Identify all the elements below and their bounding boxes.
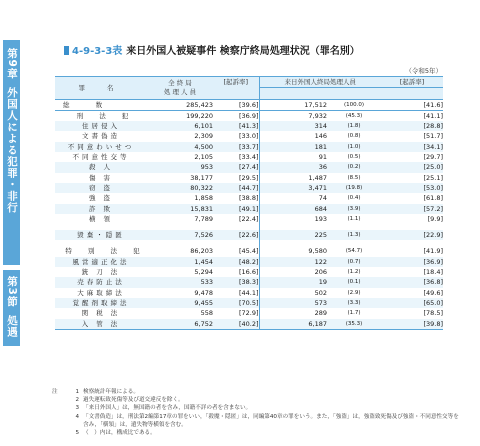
data-table [55,76,443,330]
table-body [55,99,443,329]
row-foreign-share: (1.1) [347,215,361,222]
table-title-text: 来日外国人被疑事件 検察庁終局処理状況（罪名別） [126,46,360,57]
row-foreign-share: (8.5) [347,174,361,181]
row-ratio: [44.7] [213,183,259,193]
row-foreign-ratio: [78.5] [423,309,443,318]
row-name: 売春防止法 [55,277,147,287]
row-ratio: [49.1] [213,204,259,214]
table-row [55,214,443,224]
row-name: 刑 法 犯 [76,111,136,120]
row-ratio: [22.6] [213,230,259,240]
chapter-tab [3,40,20,265]
row-name: 強 盗 [88,194,114,203]
row-ratio: [45.4] [238,247,259,256]
note-label: 注 [52,389,58,395]
row-foreign-count: 9,580 [259,246,327,256]
row-total: 5,294 [194,268,213,277]
row-ratio: [33.0] [238,132,259,141]
row-foreign-count: 91 [259,152,327,162]
row-ratio: [41.3] [213,121,259,131]
note-text: 「文書偽造」は，刑法第2編第17章の罪をいい，「殺魔・隠匿」は，同編第40章の罪をいう。また，「強盗」は，強盗致死傷及び強盗・不同意性交等を含み，「横領」は，遺失物等横領を含む。 [83,413,459,428]
table-row [55,152,443,162]
row-total: 285,423 [147,99,213,110]
row-foreign-share: (1.3) [327,230,381,240]
chapter-number: 第9章 [6,48,18,80]
note-number: 4 [75,413,79,420]
note-label [52,429,70,437]
row-name: 毀棄・隠匿 [55,230,147,240]
row-name: 関 税 法 [81,309,121,318]
table-row [55,230,443,240]
row-ratio: [33.7] [213,142,259,152]
row-foreign-count: 181 [259,142,327,152]
table-row [55,257,443,267]
row-ratio: [27.4] [213,162,259,172]
row-total: 2,309 [194,132,213,141]
table-row [55,131,443,141]
note-item [52,388,462,396]
row-ratio: [72.9] [238,309,259,318]
table-row [55,246,443,256]
row-name: 窃 盗 [55,183,147,193]
header-total-line1: 全 終 局 [168,78,192,87]
row-foreign-count: 502 [259,288,327,298]
table-row [55,308,443,318]
row-foreign-count: 314 [259,121,327,131]
row-name: 特 別 法 犯 [65,247,147,256]
row-foreign-ratio: [41.6] [381,99,443,110]
row-ratio: [38.8] [238,194,259,203]
row-foreign-ratio: [53.0] [381,183,443,193]
row-total: 7,789 [194,214,213,223]
table-title [64,42,360,57]
row-total: 533 [147,277,213,287]
row-ratio: [33.4] [238,153,259,162]
row-foreign-count: 7,932 [259,110,327,121]
row-total: 2,105 [194,153,213,162]
table-row [55,121,443,131]
row-foreign-count: 193 [259,214,327,224]
row-foreign-share: (54.7) [345,248,363,255]
row-name: 風営適正化法 [55,257,147,267]
row-foreign-count: 74 [259,193,327,203]
header-name: 罪 名 [55,77,147,100]
row-foreign-count: 225 [259,230,327,240]
table-header-row [55,77,443,88]
note-text: （ ）内は，構成比である。 [83,430,156,437]
note-label [52,413,70,429]
row-total: 38,177 [190,173,213,182]
row-name: 入 管 法 [55,319,147,330]
note-number: 5 [75,430,79,437]
row-total: 9,455 [147,298,213,308]
table-row [55,162,443,172]
row-foreign-share: (0.8) [347,133,361,140]
row-total: 15,831 [147,204,213,214]
row-foreign-count: 146 [259,131,327,141]
row-total: 7,526 [147,230,213,240]
row-total: 1,454 [147,257,213,267]
row-total: 80,322 [147,183,213,193]
row-foreign-ratio: [29.7] [423,153,443,162]
row-foreign-ratio: [36.9] [381,257,443,267]
table-row [55,183,443,193]
row-foreign-count: 206 [259,267,327,277]
row-foreign-ratio: [36.8] [381,277,443,287]
notes [52,388,462,437]
row-foreign-share: (3.9) [327,204,381,214]
row-foreign-ratio: [65.0] [381,298,443,308]
note-item [52,396,462,404]
row-foreign-ratio: [61.8] [423,194,443,203]
row-foreign-ratio: [41.9] [423,247,443,256]
row-ratio: [70.5] [213,298,259,308]
row-foreign-share: (2.9) [347,289,361,296]
row-foreign-share: (100.0) [327,99,381,110]
row-ratio: [29.5] [238,173,259,182]
row-name: 傷 害 [88,173,114,182]
table-row [55,193,443,203]
era-label: （令和5年） [405,67,442,75]
row-foreign-share: (0.7) [327,257,381,267]
row-foreign-count: 3,471 [259,183,327,193]
row-name: 覚醒剤取締法 [55,298,147,308]
row-ratio: [36.9] [238,111,259,120]
row-foreign-share: (35.3) [327,319,381,330]
row-name: 不同意性交等 [72,153,130,162]
row-foreign-share: (1.0) [327,142,381,152]
row-total: 86,203 [190,247,213,256]
row-foreign-ratio: [25.1] [423,173,443,182]
note-item [52,413,462,429]
row-name: 総 数 [55,99,147,110]
header-foreign-ratio: [起訴率] [381,77,443,88]
row-foreign-ratio: [34.1] [381,142,443,152]
table-row [55,319,443,330]
note-label [52,396,70,404]
row-foreign-share: (1.2) [347,269,361,276]
row-foreign-count: 6,187 [259,319,327,330]
note-label [52,404,70,412]
header-foreign: 来日外国人終局処理人員 [259,77,381,88]
table-number: 4-9-3-3表 [72,46,123,57]
section-number: 第3節 [6,276,18,308]
table-row [55,288,443,298]
row-ratio: [39.6] [213,99,259,110]
note-text: 検察統計年報による。 [83,389,139,395]
row-foreign-share: (3.3) [327,298,381,308]
table-row [55,173,443,183]
table-row [55,267,443,277]
row-total: 558 [200,309,213,318]
row-foreign-count: 122 [259,257,327,267]
row-name: 殺 人 [55,162,147,172]
row-foreign-count: 684 [259,204,327,214]
title-marker [64,46,69,55]
note-number: 2 [75,397,79,404]
row-foreign-share: (0.5) [347,154,361,161]
row-name: 詐 欺 [55,204,147,214]
row-ratio: [16.6] [238,268,259,277]
row-foreign-ratio: [49.6] [423,288,443,297]
row-foreign-share: (19.8) [327,183,381,193]
row-foreign-ratio: [39.8] [381,319,443,330]
note-text: 過失運転致死傷等及び道交違反を除く。 [83,397,184,404]
table-row [55,99,443,110]
row-total: 953 [147,162,213,172]
row-foreign-ratio: [41.1] [423,111,443,120]
row-name: 大麻取締法 [77,288,125,297]
row-name: 銃 刀 法 [81,268,121,277]
row-foreign-share: (0.1) [327,277,381,287]
row-foreign-share: (0.2) [327,162,381,172]
row-total: 9,478 [194,288,213,297]
table-row [55,110,443,121]
row-foreign-count: 17,512 [259,99,327,110]
chapter-sidebar [0,0,24,446]
table-row [55,204,443,214]
row-ratio: [22.4] [238,214,259,223]
row-foreign-count: 573 [259,298,327,308]
row-foreign-count: 1,487 [259,173,327,183]
row-foreign-ratio: [9.9] [427,214,443,223]
header-total-line2: 処 理 人 員 [163,87,197,96]
chapter-title: 外国人による犯罪・非行 [6,87,18,214]
row-total: 6,752 [147,319,213,330]
row-total: 1,858 [194,194,213,203]
row-total: 6,101 [147,121,213,131]
row-ratio: [40.2] [213,319,259,330]
note-text: 「来日外国人」は，無国籍の者を含み，国籍不詳の者を含まない。 [83,405,252,412]
row-name: 不同意わいせつ [55,142,147,152]
note-item [52,429,462,437]
row-foreign-share: (45.3) [345,112,363,119]
row-ratio: [38.3] [213,277,259,287]
row-ratio: [48.2] [213,257,259,267]
row-foreign-share: (1.7) [347,310,361,317]
row-foreign-ratio: [22.9] [381,230,443,240]
row-foreign-ratio: [51.7] [423,132,443,141]
row-name: 横 領 [88,214,114,223]
note-item [52,404,462,412]
row-foreign-ratio: [28.8] [381,121,443,131]
row-foreign-ratio: [57.2] [381,204,443,214]
header-ratio: [起訴率] [213,77,259,100]
row-foreign-count: 289 [259,308,327,318]
row-foreign-share: (0.4) [347,195,361,202]
row-name: 住居侵入 [55,121,147,131]
table-row [55,277,443,287]
row-foreign-count: 36 [259,162,327,172]
section-title: 処遇 [6,315,18,339]
row-foreign-share: (1.8) [327,121,381,131]
row-foreign-ratio: [18.4] [423,268,443,277]
row-foreign-count: 19 [259,277,327,287]
header-total [147,77,213,100]
row-total: 4,500 [147,142,213,152]
section-tab [3,270,20,346]
row-name: 文書偽造 [82,132,120,141]
row-ratio: [44.1] [238,288,259,297]
note-number: 3 [75,405,79,412]
row-foreign-ratio: [25.0] [381,162,443,172]
table-row [55,298,443,308]
row-total: 199,220 [186,111,213,120]
note-number: 1 [75,389,79,395]
table-row [55,142,443,152]
